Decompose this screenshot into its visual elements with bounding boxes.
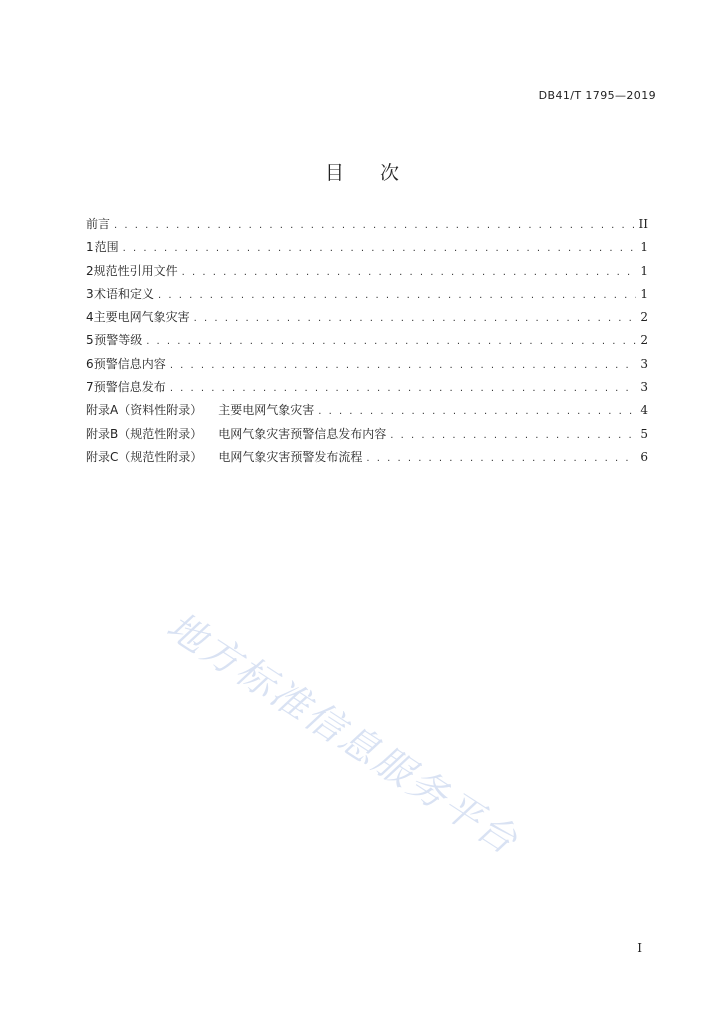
toc-entry-page: 3 (640, 380, 648, 395)
toc-leader-dots (390, 430, 636, 441)
toc-entry-label: 规范性引用文件 (93, 263, 178, 278)
toc-appendix-title: 电网气象灾害预警信息发布内容 (218, 426, 387, 441)
toc-leader-dots (170, 360, 637, 371)
toc-title: 目次 (324, 162, 435, 184)
toc-leader-dots (194, 313, 637, 324)
toc-entry-label: 范围 (94, 240, 119, 255)
toc-entry-appendix-c[interactable] (86, 448, 648, 471)
toc-entry-number: 7 (86, 380, 94, 395)
toc-entry-1[interactable] (86, 238, 648, 261)
toc-entry-page: 1 (640, 286, 648, 301)
toc-entry-label: 预警信息发布 (93, 380, 166, 395)
toc-entry-number: 5 (86, 333, 94, 348)
toc-appendix-label: 附录B（规范性附录） (86, 426, 203, 441)
toc-entry-5[interactable] (86, 331, 648, 354)
toc-entry-label: 术语和定义 (94, 286, 155, 301)
toc-entry-number: 4 (86, 310, 94, 325)
toc-entry-page: 4 (640, 403, 648, 418)
toc-entry-appendix-a[interactable] (86, 401, 648, 424)
toc-entry-page: 2 (640, 310, 648, 325)
toc-entry-page: II (638, 217, 648, 231)
toc-leader-dots (158, 290, 636, 301)
toc-entry-label: 预警等级 (94, 333, 143, 348)
toc-entry-page: 2 (640, 333, 648, 348)
toc-leader-dots (318, 406, 636, 417)
toc-entry-foreword[interactable] (86, 215, 648, 238)
toc-entry-page: 5 (640, 426, 648, 441)
toc-leader-dots (366, 453, 636, 464)
toc-entry-number: 6 (86, 356, 94, 371)
toc-leader-dots (170, 383, 637, 394)
toc-entry-4[interactable] (86, 308, 648, 331)
table-of-contents (86, 215, 648, 471)
toc-appendix-label: 附录C（规范性附录） (86, 449, 203, 464)
watermark: 地方标准信息服务平台 (159, 603, 527, 864)
toc-entry-label: 预警信息内容 (93, 356, 166, 371)
toc-entry-page: 6 (640, 449, 648, 464)
toc-entry-2[interactable] (86, 262, 648, 285)
toc-leader-dots (114, 220, 635, 231)
toc-entry-label: 前言 (86, 217, 111, 231)
toc-appendix-title: 主要电网气象灾害 (218, 403, 315, 418)
toc-leader-dots (182, 267, 637, 278)
toc-leader-dots (123, 243, 637, 254)
toc-entry-number: 3 (86, 286, 94, 301)
toc-entry-6[interactable] (86, 355, 648, 378)
toc-leader-dots (146, 336, 636, 347)
toc-entry-page: 3 (640, 356, 648, 371)
toc-entry-number: 2 (86, 263, 94, 278)
page-number: I (637, 941, 642, 955)
toc-appendix-label: 附录A（资料性附录） (86, 403, 203, 418)
toc-entry-3[interactable] (86, 285, 648, 308)
toc-appendix-title: 电网气象灾害预警发布流程 (218, 449, 363, 464)
toc-entry-7[interactable] (86, 378, 648, 401)
toc-entry-label: 主要电网气象灾害 (93, 310, 190, 325)
toc-entry-number: 1 (86, 240, 94, 255)
document-code: DB41/T 1795—2019 (538, 89, 656, 102)
toc-entry-page: 1 (640, 263, 648, 278)
toc-entry-page: 1 (640, 240, 648, 255)
toc-entry-appendix-b[interactable] (86, 425, 648, 448)
